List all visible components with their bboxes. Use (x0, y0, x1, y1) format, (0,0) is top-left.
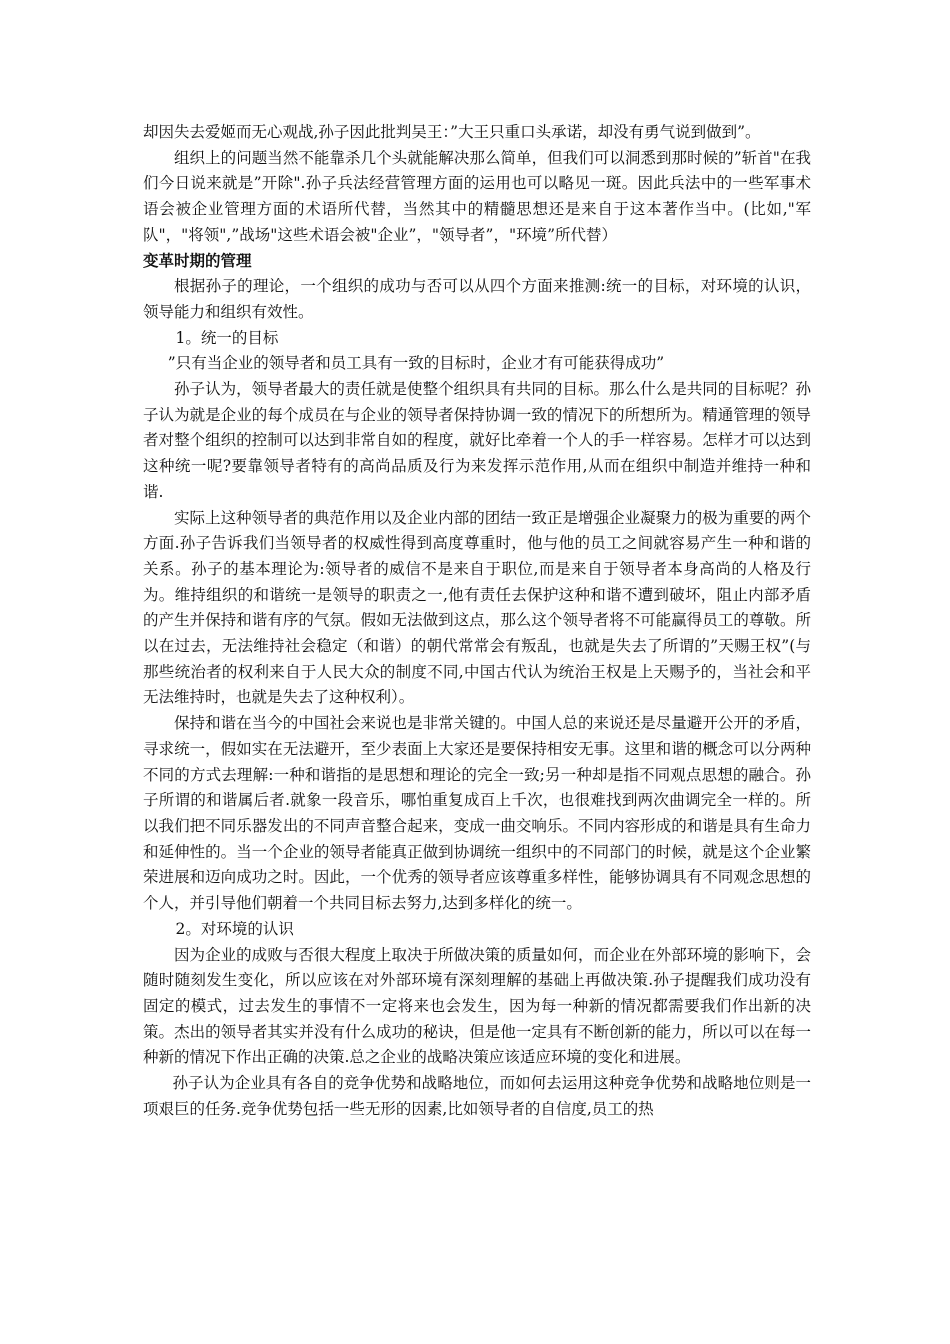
paragraph-11: 孙子认为企业具有各自的竞争优势和战略地位，而如何去运用这种竞争优势和战略地位则是一项艰巨的任务.竞争优势包括一些无形的因素,比如领导者的自信度,员工的热 (143, 1074, 811, 1118)
paragraph-8: 保持和谐在当今的中国社会来说也是非常关键的。中国人总的来说还是尽量避开公开的矛盾，寻求统一，假如实在无法避开，至少表面上大家还是要保持相安无事。这里和谐的概念可以分两种不同的方式去理解:一种和谐指的是思想和理论的完全一致;另一种却是指不同观点思想的融合。孙子所谓的和谐属后者.就象一段音乐，哪怕重复成百上千次，也很难找到两次曲调完全一样的。所以我们把不同乐器发出的不同声音整合起来，变成一曲交响乐。不同内容形成的和谐是具有生命力和延伸性的。当一个企业的领导者能真正做到协调统一组织中的不同部门的时候，就是这个企业繁荣进展和迈向成功之时。因此，一个优秀的领导者应该尊重多样性，能够协调具有不同观念思想的个人，并引导他们朝着一个共同目标去努力,达到多样化的统一。 (143, 714, 811, 913)
paragraph-3: 根据孙子的理论，一个组织的成功与否可以从四个方面来推测:统一的目标，对环境的认识，领导能力和组织有效性。 (143, 277, 811, 321)
subheading-unified-goal: 1。统一的目标 (175, 328, 279, 347)
paragraph-10: 因为企业的成败与否很大程度上取决于所做决策的质量如何，而企业在外部环境的影响下，会随时随刻发生变化，所以应该在对外部环境有深刻理解的基础上再做决策.孙子提醒我们成功没有固定的模式，过去发生的事情不一定将来也会发生，因为每一种新的情况都需要我们作出新的决策。杰出的领导者其实并没有什么成功的秘诀，但是他一定具有不断创新的能力，所以可以在每一种新的情况下作出正确的决策.总之企业的战略决策应该适应环境的变化和进展。 (143, 945, 811, 1067)
paragraph-7: 实际上这种领导者的典范作用以及企业内部的团结一致正是增强企业凝聚力的极为重要的两个方面.孙子告诉我们当领导者的权威性得到高度尊重时，他与他的员工之间就容易产生一种和谐的关系。孙子的基本理论为:领导者的威信不是来自于职位,而是来自于领导者本身高尚的人格及行为。维持组织的和谐统一是领导的职责之一,他有责任去保护这种和谐不遭到破坏，阻止内部矛盾的产生并保持和谐有序的气氛。假如无法做到这点，那么这个领导者将不可能赢得员工的尊敬。所以在过去，无法维持社会稳定（和谐）的朝代常常会有叛乱，也就是失去了所谓的”天赐王权”(与那些统治者的权利来自于人民大众的制度不同,中国古代认为统治王权是上天赐予的，当社会和平无法维持时，也就是失去了这种权利）。 (143, 508, 811, 707)
document-body (143, 120, 811, 1122)
paragraph-6: 孙子认为，领导者最大的责任就是使整个组织具有共同的目标。那么什么是共同的目标呢？孙子认为就是企业的每个成员在与企业的领导者保持协调一致的情况下的所想所为。精通管理的领导者对整个组织的控制可以达到非常自如的程度，就好比牵着一个人的手一样容易。怎样才可以达到这种统一呢?要靠领导者特有的高尚品质及行为来发挥示范作用,从而在组织中制造并维持一种和谐. (143, 380, 811, 501)
section-heading: 变革时期的管理 (143, 251, 252, 270)
paragraph-0: 却因失去爱姬而无心观战,孙子因此批判吴王：”大王只重口头承诺，却没有勇气说到做到”。 (143, 123, 761, 141)
paragraph-1: 组织上的问题当然不能靠杀几个头就能解决那么简单，但我们可以洞悉到那时候的”斩首"在我们今日说来就是”开除".孙子兵法经营管理方面的运用也可以略见一斑。因此兵法中的一些军事术语会被企业管理方面的术语所代替，当然其中的精髓思想还是来自于这本著作当中。(比如,"军队"，"将领",”战场"这些术语会被"企业”，"领导者”，"环境”所代替） (143, 148, 811, 244)
quote-line: ”只有当企业的领导者和员工具有一致的目标时，企业才有可能获得成功” (167, 354, 665, 373)
subheading-environment: 2。对环境的认识 (175, 919, 294, 938)
